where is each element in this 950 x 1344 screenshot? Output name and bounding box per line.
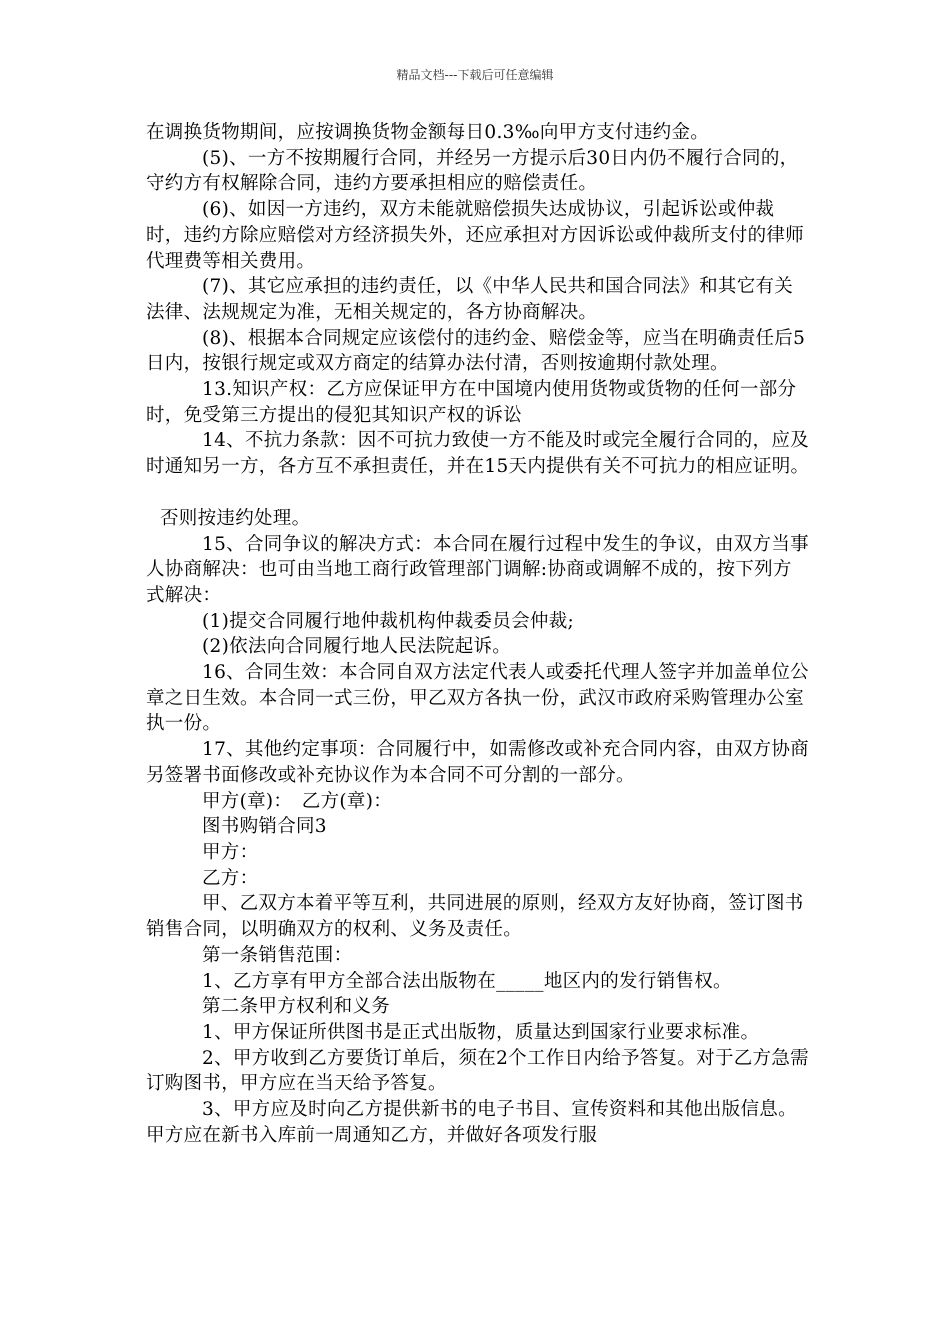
paragraph: 否则按违约处理。 (160, 507, 311, 529)
paragraph: 13.知识产权：乙方应保证甲方在中国境内使用货物或货物的任何一部分时，免受第三方提出的侵犯其知识产权的诉讼 (146, 379, 797, 426)
paragraph: 17、其他约定事项：合同履行中，如需修改或补充合同内容，由双方协商另签署书面修改或补充协议作为本合同不可分割的一部分。 (146, 739, 809, 786)
paragraph: 14、不抗力条款：因不可抗力致使一方不能及时或完全履行合同的，应及时通知另一方，各方互不承担责任，并在15天内提供有关不可抗力的相应证明。 (146, 430, 810, 478)
paragraph: (2)依法向合同履行地人民法院起诉。 (202, 636, 512, 658)
article-heading: 第一条销售范围： (202, 944, 353, 966)
section-title: 图书购销合同3 (202, 816, 327, 838)
paragraph: 1、甲方保证所供图书是正式出版物，质量达到国家行业要求标准。 (202, 1021, 760, 1043)
paragraph: 3、甲方应及时向乙方提供新书的电子书目、宣传资料和其他出版信息。甲方应在新书入库前一周通知乙方，并做好各项发行服 (146, 1099, 797, 1146)
paragraph: 1、乙方享有甲方全部合法出版物在_____地区内的发行销售权。 (202, 970, 732, 992)
paragraph: 2、甲方收到乙方要货订单后，须在2个工作日内给予答复。对于乙方急需订购图书，甲方应在当天给予答复。 (146, 1047, 809, 1095)
paragraph-gap (146, 480, 810, 506)
paragraph: (6)、如因一方违约，双方未能就赔偿损失达成协议，引起诉讼或仲裁时，违约方除应赔偿对方经济损失外，还应承担对方因诉讼或仲裁所支付的律师代理费等相关费用。 (146, 199, 805, 272)
article-heading: 第二条甲方权利和义务 (202, 996, 391, 1018)
party-a-line: 甲方： (202, 841, 259, 863)
paragraph: 15、合同争议的解决方式：本合同在履行过程中发生的争议，由双方当事人协商解决：也可由当地工商行政管理部门调解:协商或调解不成的，按下列方式解决： (146, 533, 809, 606)
paragraph: (5)、一方不按期履行合同，并经另一方提示后30日内仍不履行合同的，守约方有权解除合同，违约方要承担相应的赔偿责任。 (146, 147, 799, 195)
paragraph: 在调换货物期间，应按调换货物金额每日0.3‰向甲方支付违约金。 (146, 122, 710, 143)
paragraph: 16、合同生效：本合同自双方法定代表人或委托代理人签字并加盖单位公章之日生效。本合同一式三份，甲乙双方各执一份，武汉市政府采购管理办公室执一份。 (146, 662, 809, 735)
signature-line: 甲方(章)： 乙方(章)： (202, 790, 393, 812)
page-header: 精品文档---下载后可任意编辑 (396, 68, 554, 82)
paragraph: (7)、其它应承担的违约责任，以《中华人民共和国合同法》和其它有关法律、法规规定为准，无相关规定的，各方协商解决。 (146, 276, 794, 323)
paragraph: (1)提交合同履行地仲裁机构仲裁委员会仲裁; (202, 610, 575, 632)
paragraph: 甲、乙双方本着平等互利，共同进展的原则，经双方友好协商，签订图书销售合同，以明确双方的权利、义务及责任。 (146, 893, 804, 941)
paragraph: (8)、根据本合同规定应该偿付的违约金、赔偿金等，应当在明确责任后5日内，按银行规定或双方商定的结算办法付清，否则按逾期付款处理。 (146, 327, 806, 375)
document-body (146, 120, 810, 1148)
party-b-line: 乙方： (202, 867, 259, 889)
